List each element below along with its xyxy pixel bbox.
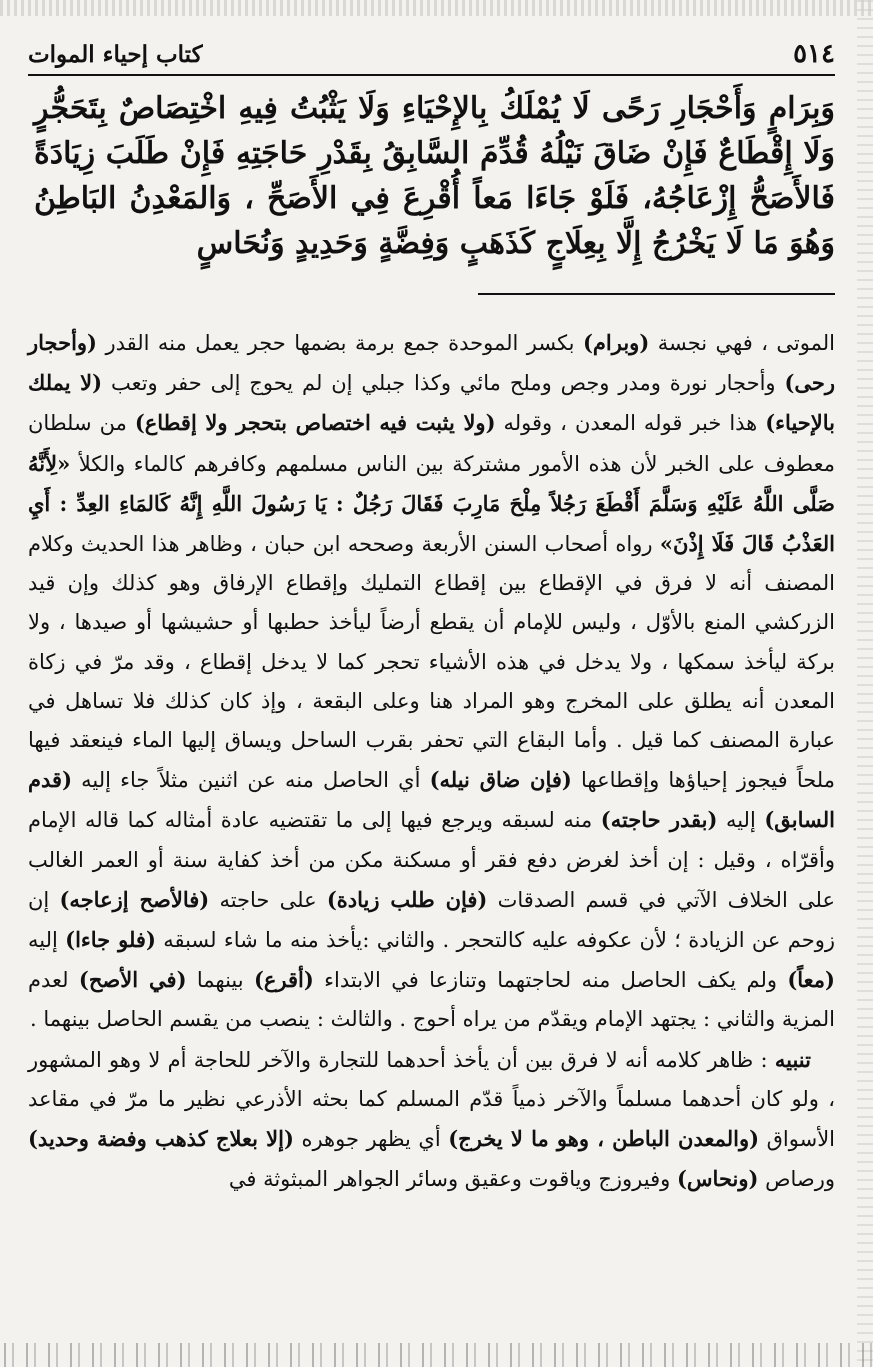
matn-quote-bold: (بقدر حاجته) bbox=[600, 807, 718, 833]
commentary-text: ولم يكف الحاصل منه لحاجتهما وتنازعا في الابتداء bbox=[313, 968, 788, 993]
commentary-text: رواه أصحاب السنن الأربعة وصححه ابن حبان ، وظاهر هذا الحديث وكلام المصنف أنه لا فرق في الإقطاع بين إقطاع التمليك وإقطاع الإرفاق وهو كذلك وإن قيد الزركشي المنع بالأوّل ، وليس للإمام أن يقطع أرضاً ليأخذ حطبها أو حشيشها أو صيدها ، ولا بركة ليأخذ سمكها ، ولا يدخل في هذه الأشياء تحجر كما لا يدخل إقطاع ، وقد مرّ في زكاة المعدن أنه يطلق على المخرج وهو المراد هنا وعلى البقعة ، وإذ كان كذلك فلا تساهل في عبارة المصنف كما قيل . وأما البقاع التي تحفر بقرب الساحل ويساق إليها الماء فينعقد فيها ملحاً فيجوز إحياؤها وإقطاعها bbox=[28, 532, 835, 793]
scan-bottom-border bbox=[0, 1343, 873, 1367]
commentary-text: : ظاهر كلامه أنه لا فرق بين أن يأخذ أحدهما للتجارة والآخر للحاجة أم لا وهو المشهور ، ولو كان أحدهما مسلماً والآخر ذمياً قدّم المسلم كما بحثه الأذرعي نظير ما مرّ في مقاعد الأسواق bbox=[28, 1047, 836, 1152]
scan-top-border bbox=[0, 0, 873, 16]
commentary-text: بكسر الموحدة جمع برمة بضمها حجر يعمل منه القدر bbox=[97, 331, 583, 355]
matn-quote-bold: (فإن طلب زيادة) bbox=[326, 886, 488, 912]
commentary-text: الموتى ، فهي نجسة bbox=[649, 331, 835, 355]
commentary-text: هذا خبر قوله المعدن ، وقوله bbox=[495, 411, 766, 436]
matn-text: وَبِرَامٍ وَأَحْجَارِ رَحًى لَا يُمْلَكُ بِالإِحْيَاءِ وَلَا يَثْبُتُ فِيهِ اخْتِصَاصٌ بِتَحَجُّرٍ وَلَا إِقْطَاعٌ فَإِنْ ضَاقَ نَيْلُهُ قُدِّمَ السَّابِقُ بِقَدْرِ حَاجَتِهِ فَإِنْ طَلَبَ زِيَادَةً فَالأَصَحُّ إِزْعَاجُهُ، فَلَوْ جَاءَا مَعاً أُقْرِعَ فِي الأَصَحِّ ، وَالمَعْدِنُ البَاطِنُ وَهُوَ مَا لَا يَخْرُجُ إِلَّا بِعِلَاجٍ كَذَهَبٍ وَفِضَّةٍ وَحَدِيدٍ وَنُحَاسٍ bbox=[34, 91, 835, 261]
page-number: ٥١٤ bbox=[793, 39, 835, 69]
sharh-commentary bbox=[28, 323, 835, 1199]
commentary-text: من سلطان معطوف على الخبر لأن هذه الأمور مشتركة بين الناس مسلمهم وكافرهم كالماء والكلأ bbox=[28, 411, 835, 476]
commentary-text: لعدم المزية والثاني : يجتهد الإمام ويقدّم من يراه أحوج . والثالث : ينصب من يقسم الحاصل بينهما . bbox=[28, 968, 835, 1032]
scan-right-edge bbox=[857, 0, 873, 1367]
matn-quote-bold: (وبرام) bbox=[582, 330, 650, 355]
sharh-paragraph-1 bbox=[28, 323, 835, 1040]
matn-quote-bold: (فالأصح إزعاجه) bbox=[59, 886, 210, 912]
matn-quote-bold: (فلو جاءا) bbox=[65, 927, 156, 953]
matn-quote-bold: (معاً) bbox=[787, 967, 835, 993]
matn-quote-bold: (في الأصح) bbox=[78, 967, 187, 993]
page-header bbox=[28, 34, 835, 76]
matn-quote-bold: «لِأَنَّهُ صَلَّى اللَّهُ عَلَيْهِ وَسَلَّمَ أَقْطَعَ رَجُلاً مِلْحَ مَارِبَ فَقَالَ رَجُلٌ : يَا رَسُولَ اللَّهِ إِنَّهُ كَالمَاءِ العِدِّ : أَيِ العَذْبُ قَالَ فَلَا إِذْنَ» bbox=[28, 450, 835, 557]
matn-quote-bold: (فإن ضاق نيله) bbox=[429, 767, 572, 793]
matn-quote-bold: تنبيه bbox=[774, 1046, 811, 1072]
matn-divider bbox=[478, 293, 835, 295]
commentary-text: ورصاص bbox=[758, 1167, 835, 1192]
commentary-text: إن زوحم عن الزيادة ؛ لأن عكوفه عليه كالتحجر . والثاني :يأخذ منه ما شاء لسبقه bbox=[28, 887, 835, 953]
commentary-text: وأحجار نورة ومدر وجص وملح مائي وكذا جبلي إن لم يحوج إلى حفر وتعب bbox=[102, 371, 785, 396]
matn-quote-bold: (إلا بعلاج كذهب وفضة وحديد) bbox=[28, 1126, 294, 1152]
matn-quote-bold: (وأحجار رحى) bbox=[28, 330, 836, 396]
commentary-text: وفيروزج وياقوت وعقيق وسائر الجواهر المبثوثة في bbox=[228, 1167, 677, 1192]
commentary-text: على حاجته bbox=[209, 887, 327, 912]
commentary-text: بينهما bbox=[186, 968, 254, 993]
matn-quote-bold: (والمعدن الباطن ، وهو ما لا يخرج) bbox=[448, 1126, 760, 1152]
matn-quote-bold: (قدم السابق) bbox=[28, 767, 836, 833]
matn-quote-bold: (أقرع) bbox=[253, 967, 314, 993]
sharh-paragraph-2 bbox=[28, 1040, 835, 1200]
matn-quote-bold: (لا يملك بالإحياء) bbox=[28, 370, 835, 436]
running-title: كتاب إحياء الموات bbox=[28, 40, 203, 68]
commentary-text: أي يظهر جوهره bbox=[293, 1127, 449, 1152]
commentary-text: منه لسبقه ويرجع فيها إلى ما تقتضيه عادة أمثاله كما قاله الإمام وأقرّاه ، وقيل : إن أخذ لغرض دفع فقر أو مسكنة مكن من أخذ كفاية سنة أو العمر الغالب على الخلاف الآتي في قسم الصدقات bbox=[28, 808, 835, 912]
matn-quote-bold: (ولا يثبت فيه اختصاص بتحجر ولا إقطاع) bbox=[134, 410, 496, 436]
matn-quote-bold: (ونحاس) bbox=[676, 1166, 759, 1192]
commentary-text: أي الحاصل منه عن اثنين مثلاً جاء إليه bbox=[72, 768, 430, 793]
commentary-text: إليه bbox=[28, 928, 66, 953]
commentary-text: إليه bbox=[717, 808, 765, 833]
